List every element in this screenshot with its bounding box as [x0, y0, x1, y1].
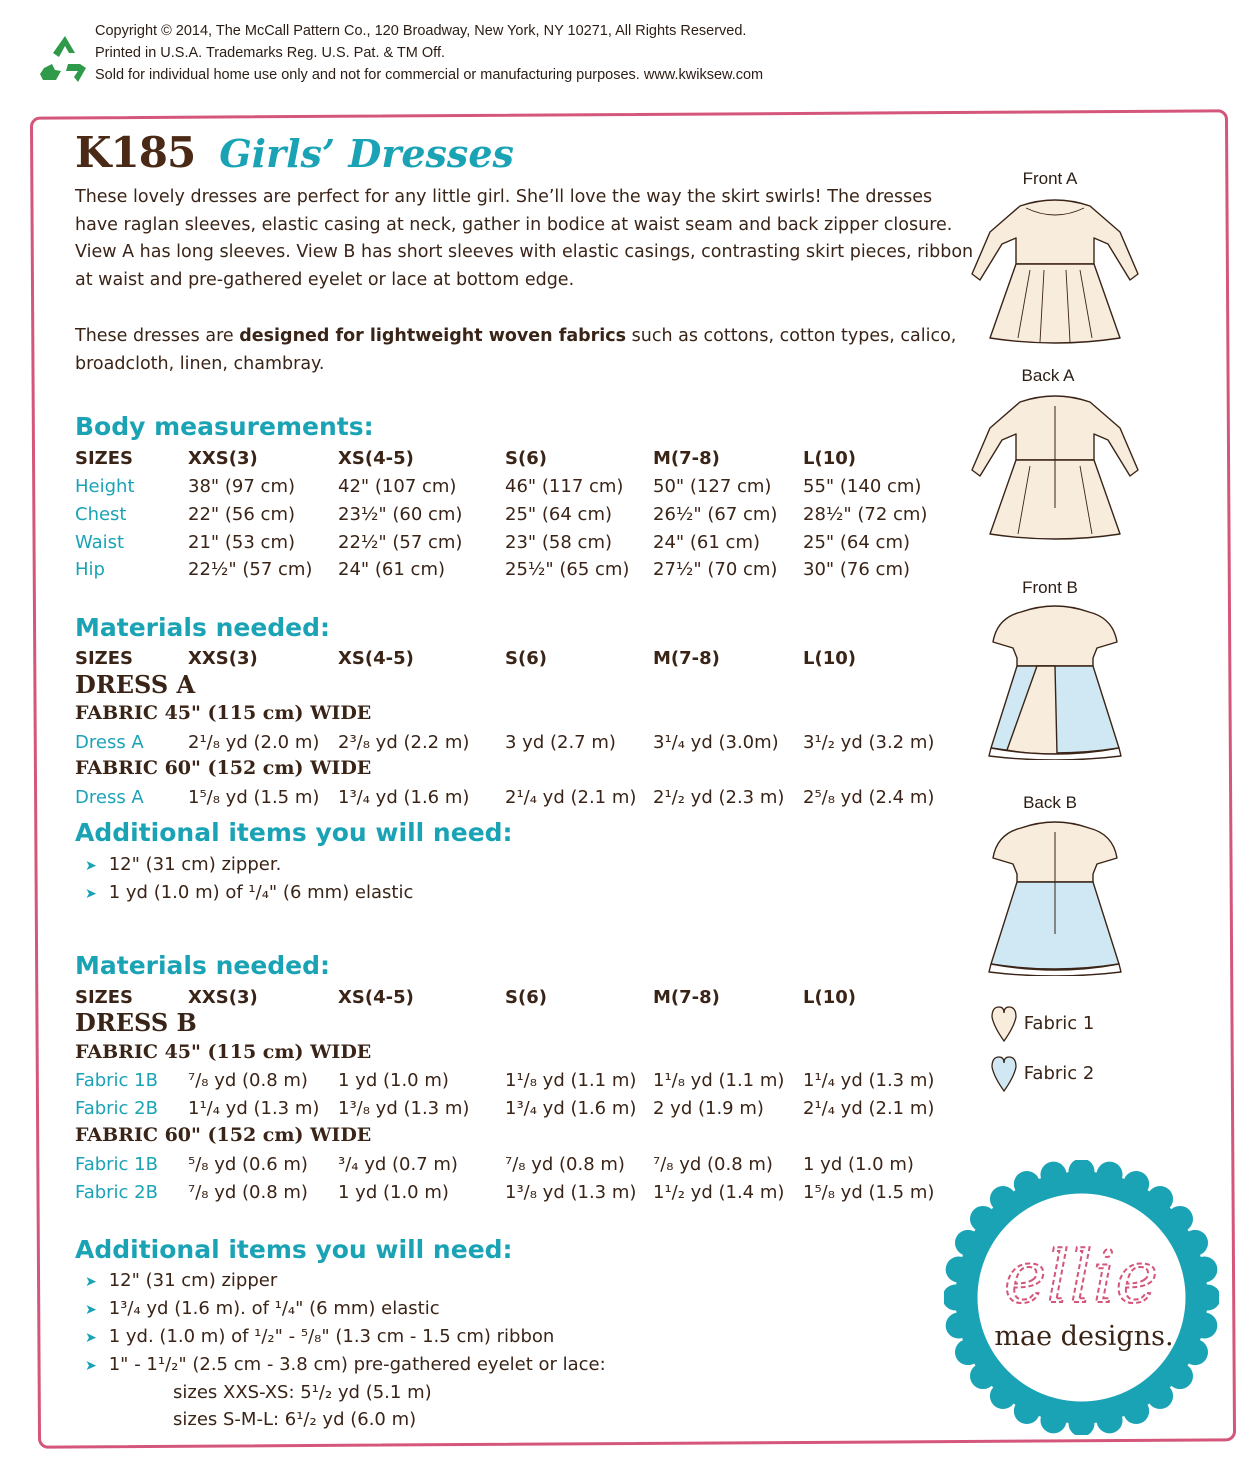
row-label: Height — [75, 476, 135, 497]
table-cell: ⁷/₈ yd (0.8 m) — [188, 1182, 308, 1203]
row-label: Chest — [75, 504, 127, 525]
size-column-header: M(7-8) — [653, 448, 720, 469]
table-cell: 2¹/₄ yd (2.1 m) — [505, 787, 637, 808]
size-column-header: M(7-8) — [653, 987, 720, 1008]
table-cell: 1¹/₄ yd (1.3 m) — [188, 1098, 320, 1119]
table-cell: 1¹/₄ yd (1.3 m) — [803, 1070, 935, 1091]
table-cell: 2¹/₄ yd (2.1 m) — [803, 1098, 935, 1119]
fabric-1b-60-row — [0, 1154, 960, 1182]
dress-a-heading: DRESS A — [75, 670, 196, 699]
fabric-1b-45-row — [0, 1070, 960, 1098]
table-cell: 30" (76 cm) — [803, 559, 911, 580]
sizes-header-row — [0, 448, 960, 476]
table-cell: 3¹/₂ yd (3.2 m) — [803, 732, 935, 753]
row-label: Fabric 2B — [75, 1182, 158, 1203]
table-cell: 25½" (65 cm) — [505, 559, 630, 580]
table-cell: 1³/₈ yd (1.3 m) — [338, 1098, 470, 1119]
legend-label: Fabric 2 — [1023, 1063, 1095, 1084]
view-label-back-a: Back A — [1021, 366, 1075, 385]
size-column-header: S(6) — [505, 448, 547, 469]
dress-back-b-illustration — [985, 816, 1125, 976]
list-item-text: 1 yd (1.0 m) of ¹/₄" (6 mm) elastic — [108, 882, 414, 903]
list-item-text: 1³/₄ yd (1.6 m). of ¹/₄" (6 mm) elastic — [108, 1298, 440, 1319]
size-column-header: XS(4-5) — [338, 448, 414, 469]
view-label-back-b: Back B — [1023, 793, 1077, 812]
dress-front-b-illustration — [985, 600, 1125, 760]
row-label: Fabric 1B — [75, 1154, 158, 1175]
size-column-header: M(7-8) — [653, 648, 720, 669]
arrow-icon: ➤ — [85, 1302, 97, 1318]
size-column-header: S(6) — [505, 648, 547, 669]
list-item — [85, 1326, 554, 1347]
size-column-header: L(10) — [803, 448, 856, 469]
table-cell: 46" (117 cm) — [505, 476, 624, 497]
row-label: Waist — [75, 532, 125, 553]
additional-b-heading: Additional items you will need: — [75, 1235, 513, 1264]
table-cell: 38" (97 cm) — [188, 476, 296, 497]
table-cell: 26½" (67 cm) — [653, 504, 778, 525]
fabric-emphasis: designed for lightweight woven fabrics — [239, 326, 627, 346]
dress-back-a-illustration — [970, 388, 1140, 540]
usage-line: Sold for individual home use only and not for commercial or manufacturing purposes. www.kwiksew.com — [95, 67, 764, 83]
list-item-text: 1 yd. (1.0 m) of ¹/₂" - ⁵/₈" (1.3 cm - 1.5 cm) ribbon — [108, 1326, 555, 1347]
list-item — [85, 1354, 606, 1375]
table-cell: 27½" (70 cm) — [653, 559, 778, 580]
fabric-2b-45-row — [0, 1098, 960, 1126]
table-cell: 3 yd (2.7 m) — [505, 732, 616, 753]
trademark-line: Printed in U.S.A. Trademarks Reg. U.S. Pat. & TM Off. — [95, 45, 446, 61]
pattern-code: K185 — [75, 128, 196, 177]
table-cell: ⁷/₈ yd (0.8 m) — [188, 1070, 308, 1091]
heart-icon — [990, 1005, 1018, 1043]
list-item-text: 1" - 1¹/₂" (2.5 cm - 3.8 cm) pre-gathered eyelet or lace: — [108, 1354, 606, 1375]
table-cell: 1¹/₈ yd (1.1 m) — [505, 1070, 637, 1091]
copyright-notice — [95, 20, 763, 86]
recycle-icon — [38, 34, 92, 84]
size-column-header: XS(4-5) — [338, 648, 414, 669]
size-column-header: XXS(3) — [188, 648, 258, 669]
table-cell: 1³/₄ yd (1.6 m) — [338, 787, 470, 808]
table-cell: 2¹/₂ yd (2.3 m) — [653, 787, 785, 808]
body-row-hip — [0, 559, 960, 587]
list-item — [85, 854, 281, 875]
table-cell: 25" (64 cm) — [803, 532, 911, 553]
table-cell: 1 yd (1.0 m) — [803, 1154, 914, 1175]
arrow-icon: ➤ — [85, 1330, 97, 1346]
fabric-60-heading: FABRIC 60" (152 cm) WIDE — [75, 757, 372, 779]
table-cell: 42" (107 cm) — [338, 476, 457, 497]
row-label: Dress A — [75, 732, 144, 753]
sizes-label: SIZES — [75, 448, 133, 469]
table-cell: 2⁵/₈ yd (2.4 m) — [803, 787, 935, 808]
materials-a-heading: Materials needed: — [75, 613, 331, 642]
table-cell: 23½" (60 cm) — [338, 504, 463, 525]
dress-front-a-illustration — [970, 192, 1140, 344]
list-item — [85, 882, 413, 903]
size-column-header: L(10) — [803, 987, 856, 1008]
table-cell: 3¹/₄ yd (3.0m) — [653, 732, 779, 753]
body-row-waist — [0, 532, 960, 560]
sizes-label: SIZES — [75, 987, 133, 1008]
table-cell: 1³/₈ yd (1.3 m) — [505, 1182, 637, 1203]
table-cell: 24" (61 cm) — [653, 532, 761, 553]
table-cell: ⁷/₈ yd (0.8 m) — [653, 1154, 773, 1175]
ellie-mae-designs-logo — [944, 1160, 1219, 1435]
arrow-icon: ➤ — [85, 1274, 97, 1290]
table-cell: 2³/₈ yd (2.2 m) — [338, 732, 470, 753]
dress-a-45-row — [0, 732, 960, 760]
dress-b-heading: DRESS B — [75, 1008, 197, 1037]
size-column-header: L(10) — [803, 648, 856, 669]
table-cell: 1⁵/₈ yd (1.5 m) — [188, 787, 320, 808]
fabric-60-heading: FABRIC 60" (152 cm) WIDE — [75, 1124, 372, 1146]
svg-text:mae designs.: mae designs. — [994, 1321, 1174, 1352]
legend-fabric-1 — [990, 1005, 1094, 1043]
table-cell: 55" (140 cm) — [803, 476, 922, 497]
table-cell: 23" (58 cm) — [505, 532, 613, 553]
sizes-label: SIZES — [75, 648, 133, 669]
fabric-45-heading: FABRIC 45" (115 cm) WIDE — [75, 702, 372, 724]
table-cell: 25" (64 cm) — [505, 504, 613, 525]
table-cell: 22½" (57 cm) — [188, 559, 313, 580]
table-cell: 2¹/₈ yd (2.0 m) — [188, 732, 320, 753]
table-cell: ⁷/₈ yd (0.8 m) — [505, 1154, 625, 1175]
fabric-text: such as cottons, cotton types, calico, broadcloth, linen, chambray. — [75, 326, 957, 374]
body-measurements-heading: Body measurements: — [75, 412, 374, 441]
table-cell: 24" (61 cm) — [338, 559, 446, 580]
svg-text:ellie: ellie — [1003, 1235, 1159, 1319]
row-label: Fabric 1B — [75, 1070, 158, 1091]
eyelet-size-s-m-l: sizes S-M-L: 6¹/₂ yd (6.0 m) — [173, 1409, 417, 1430]
row-label: Hip — [75, 559, 105, 580]
fabric-paragraph — [75, 323, 975, 378]
fabric-45-heading: FABRIC 45" (115 cm) WIDE — [75, 1041, 372, 1063]
table-cell: 1¹/₈ yd (1.1 m) — [653, 1070, 785, 1091]
table-cell: 1 yd (1.0 m) — [338, 1182, 449, 1203]
fabric-text: These dresses are — [75, 326, 240, 346]
table-cell: 22½" (57 cm) — [338, 532, 463, 553]
materials-b-heading: Materials needed: — [75, 951, 331, 980]
size-column-header: S(6) — [505, 987, 547, 1008]
arrow-icon: ➤ — [85, 1358, 97, 1374]
list-item-text: 12" (31 cm) zipper — [108, 1270, 278, 1291]
description-paragraph: These lovely dresses are perfect for any little girl. She’ll love the way the skirt swirls! The dresses have raglan sleeves, elastic casing at neck, gather in bodice at waist seam and back zipper closure. View A has long sleeves. View B has short sleeves with elastic casings, contrasting skirt pieces, ribbon at waist and pre-gathered eyelet or lace at bottom edge. — [75, 187, 974, 290]
row-label: Dress A — [75, 787, 144, 808]
pattern-title: Girls’ Dresses — [219, 131, 514, 176]
list-item-text: 12" (31 cm) zipper. — [108, 854, 282, 875]
table-cell: 2 yd (1.9 m) — [653, 1098, 764, 1119]
table-cell: 1 yd (1.0 m) — [338, 1070, 449, 1091]
additional-a-heading: Additional items you will need: — [75, 818, 513, 847]
size-column-header: XXS(3) — [188, 448, 258, 469]
table-cell: ⁵/₈ yd (0.6 m) — [188, 1154, 308, 1175]
table-cell: 1¹/₂ yd (1.4 m) — [653, 1182, 785, 1203]
table-cell: 21" (53 cm) — [188, 532, 296, 553]
list-item — [85, 1270, 277, 1291]
table-cell: 50" (127 cm) — [653, 476, 772, 497]
view-label-front-b: Front B — [1022, 578, 1078, 597]
size-column-header: XXS(3) — [188, 987, 258, 1008]
legend-fabric-2 — [990, 1055, 1094, 1093]
table-cell: 1⁵/₈ yd (1.5 m) — [803, 1182, 935, 1203]
arrow-icon: ➤ — [85, 858, 97, 874]
copyright-line: Copyright © 2014, The McCall Pattern Co., 120 Broadway, New York, NY 10271, All Rights Reserved. — [95, 23, 747, 39]
body-row-chest — [0, 504, 960, 532]
table-cell: ³/₄ yd (0.7 m) — [338, 1154, 458, 1175]
body-row-height — [0, 476, 960, 504]
heart-icon — [990, 1055, 1018, 1093]
list-item — [85, 1298, 440, 1319]
size-column-header: XS(4-5) — [338, 987, 414, 1008]
page-title — [75, 128, 514, 177]
eyelet-size-xxs-xs: sizes XXS-XS: 5¹/₂ yd (5.1 m) — [173, 1382, 432, 1403]
dress-a-60-row — [0, 787, 960, 815]
legend-label: Fabric 1 — [1023, 1013, 1095, 1034]
row-label: Fabric 2B — [75, 1098, 158, 1119]
table-cell: 28½" (72 cm) — [803, 504, 928, 525]
arrow-icon: ➤ — [85, 886, 97, 902]
view-label-front-a: Front A — [1022, 169, 1078, 188]
table-cell: 22" (56 cm) — [188, 504, 296, 525]
table-cell: 1³/₄ yd (1.6 m) — [505, 1098, 637, 1119]
fabric-2b-60-row — [0, 1182, 960, 1210]
